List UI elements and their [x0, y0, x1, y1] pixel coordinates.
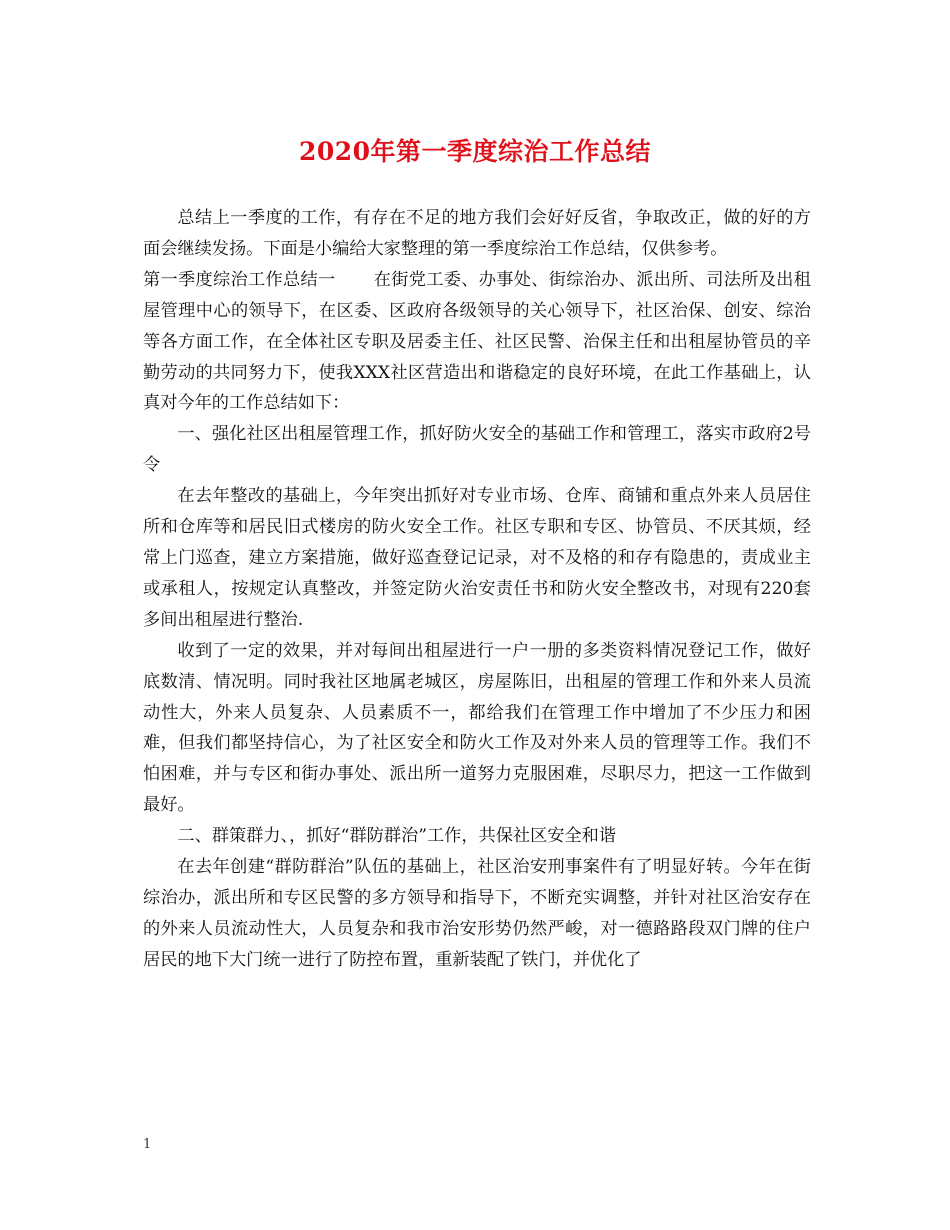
- page-number: 1: [143, 1137, 152, 1152]
- section-text: 在街党工委、办事处、街综治办、派出所、司法所及出租屋管理中心的领导下，在区委、区政府各级领导的关心领导下，社区治保、创安、综治等各方面工作，在全体社区专职及居委主任、社区民警、治保主任和出租屋协管员的辛勤劳动的共同努力下，使我XXX社区营造出和谐稳定的良好环境，在此工作基础上，认真对今年的工作总结如下：: [143, 269, 811, 414]
- body-paragraph: 在去年创建“群防群治”队伍的基础上，社区治安刑事案件有了明显好转。今年在街综治办，派出所和专区民警的多方领导和指导下，不断充实调整，并针对社区治安存在的外来人员流动性大，人员复杂和我市治安形势仍然严峻，对一德路路段双门牌的住户居民的地下大门统一进行了防控布置，重新装配了铁门，并优化了: [143, 857, 811, 970]
- body-paragraph: 一、强化社区出租屋管理工作，抓好防火安全的基础工作和管理工，落实市政府2号令: [143, 424, 811, 476]
- section-heading: 第一季度综治工作总结一: [143, 269, 336, 290]
- intro-text: 总结上一季度的工作，有存在不足的地方我们会好好反省，争取改正，做的好的方面会继续发扬。下面是小编给大家整理的第一季度综治工作总结，仅供参考。: [143, 208, 811, 259]
- document-body: [143, 203, 811, 976]
- document-title: 2020年第一季度综治工作总结: [298, 137, 652, 166]
- section-paragraph: [143, 265, 811, 420]
- body-paragraph: 在去年整改的基础上，今年突出抓好对专业市场、仓库、商铺和重点外来人员居住所和仓库等和居民旧式楼房的防火安全工作。社区专职和专区、协管员、不厌其烦，经常上门巡查，建立方案措施，做好巡查登记记录，对不及格的和存有隐患的，责成业主或承租人，按规定认真整改，并签定防火治安责任书和防火安全整改书，对现有220套多间出租屋进行整治.: [143, 486, 811, 630]
- intro-paragraph: [143, 203, 811, 265]
- body-paragraph: 收到了一定的效果，并对每间出租屋进行一户一册的多类资料情况登记工作，做好底数清、情况明。同时我社区地属老城区，房屋陈旧，出租屋的管理工作和外来人员流动性大，外来人员复杂、人员素质不一，都给我们在管理工作中增加了不少压力和困难，但我们都坚持信心，为了社区安全和防火工作及对外来人员的管理等工作。我们不怕困难，并与专区和街办事处、派出所一道努力克服困难，尽职尽力，把这一工作做到最好。: [143, 640, 811, 816]
- body-paragraph: 二、群策群力、，抓好“群防群治”工作，共保社区安全和谐: [177, 826, 617, 847]
